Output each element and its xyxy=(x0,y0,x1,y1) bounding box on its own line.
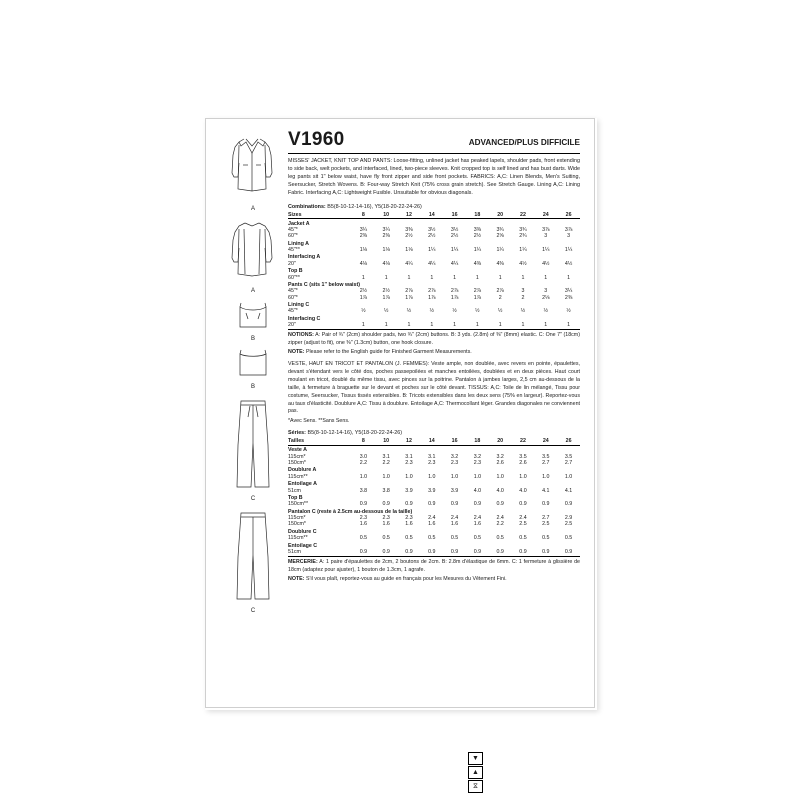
cell: 2.9 xyxy=(564,515,573,521)
cell: 2½ xyxy=(428,233,436,240)
group-name: Entoilage C xyxy=(288,542,318,549)
cell: 3⅜ xyxy=(405,226,413,233)
row-label: 150cm* xyxy=(288,521,306,528)
cell: 1⅞ xyxy=(405,294,413,301)
table-header-row xyxy=(288,438,580,445)
figure-label: C xyxy=(250,608,256,614)
cell: 2⅜ xyxy=(359,233,368,240)
cell: 3 xyxy=(567,233,571,240)
row-label: 150cm** xyxy=(288,501,309,508)
figure-label: B xyxy=(250,384,255,390)
cell: 2.4 xyxy=(428,515,436,521)
mercerie-block xyxy=(288,559,580,574)
combinations-value: B5(8-10-12-14-16), Y5(18-20-22-24-26) xyxy=(327,203,422,210)
cell: 0.9 xyxy=(352,549,375,557)
series-line xyxy=(288,430,580,436)
header-row xyxy=(288,129,580,151)
cell: 2⅞ xyxy=(405,288,413,295)
cell: 0.5 xyxy=(542,535,550,542)
cell: 3⅞ xyxy=(542,226,550,233)
cell: ½ xyxy=(383,308,389,315)
cell: 2⅞ xyxy=(428,288,436,295)
cell: 0.9 xyxy=(512,549,535,557)
figure-knit-top-front xyxy=(224,299,282,342)
size-col: 10 xyxy=(375,438,398,445)
cell: 1.0 xyxy=(359,473,368,480)
cell: 2⅞ xyxy=(496,288,504,295)
symbol-without-nap-icon: ▲ xyxy=(468,766,483,779)
cell: 3¼ xyxy=(359,226,368,233)
cell: 1.0 xyxy=(382,473,390,480)
cell: 1⅞ xyxy=(359,294,368,301)
group-name: Doublure A xyxy=(288,467,317,474)
cell: 1 xyxy=(534,322,557,330)
cell: 2½ xyxy=(382,288,390,295)
cell: ½ xyxy=(429,308,434,315)
cell: 0.9 xyxy=(398,549,421,557)
cell: 3.5 xyxy=(519,453,527,460)
cell: 0.5 xyxy=(428,535,436,542)
size-col: 24 xyxy=(534,212,557,219)
cell: 2.5 xyxy=(542,521,550,528)
cell: 2⅛ xyxy=(542,294,550,301)
cell: 1 xyxy=(567,274,571,281)
pattern-envelope-back xyxy=(205,118,595,790)
note-text-fr: S'il vous plaît, reportez-vous au guide en français pour les Mesures du Vêtement Fini. xyxy=(305,576,507,583)
cell: 1 xyxy=(352,322,375,330)
figure-label: A xyxy=(250,206,255,212)
cell: 1⅞ xyxy=(473,294,482,301)
row-label: 45"** xyxy=(288,247,300,254)
notions-block xyxy=(288,332,580,347)
fabric-symbol-key xyxy=(468,752,482,794)
group-name: Jacket A xyxy=(288,220,310,227)
size-col: 14 xyxy=(420,212,443,219)
cell: ½ xyxy=(361,308,366,315)
cell: 1.6 xyxy=(450,521,459,528)
cell: 3.8 xyxy=(359,487,368,494)
figure-jacket-back xyxy=(224,217,282,294)
figure-pants-back xyxy=(224,507,282,614)
cell: 1¼ xyxy=(542,247,550,254)
size-col: 20 xyxy=(489,438,512,445)
cell: 0.5 xyxy=(405,535,413,542)
row-label: 60"** xyxy=(288,274,300,281)
cell: 0.5 xyxy=(496,535,504,542)
cell: 0.9 xyxy=(443,549,466,557)
cell: 0.9 xyxy=(382,501,390,508)
cell: 0.9 xyxy=(405,501,413,508)
yardage-table-french xyxy=(288,438,580,557)
cell: 2.3 xyxy=(382,515,390,521)
cell: 4½ xyxy=(542,260,550,267)
group-name: Top B xyxy=(288,494,303,501)
row-label: 20" xyxy=(288,322,352,330)
cell: 4⅛ xyxy=(382,260,390,267)
cell: 3.5 xyxy=(564,453,573,460)
cell: 1⅞ xyxy=(382,294,390,301)
text-column xyxy=(288,129,580,582)
cell: ½ xyxy=(497,308,503,315)
cell: 1 xyxy=(375,322,398,330)
cell: 4⅛ xyxy=(359,260,368,267)
cell: 2⅝ xyxy=(496,233,504,240)
size-col: 22 xyxy=(512,438,535,445)
cell: 3.0 xyxy=(359,453,368,460)
cell: 2.6 xyxy=(496,460,504,466)
notions-label: NOTIONS: xyxy=(288,332,314,339)
size-col: 14 xyxy=(420,438,443,445)
cell: 1⅛ xyxy=(359,247,368,254)
cell: 4¼ xyxy=(428,260,436,267)
cell: 2½ xyxy=(359,288,368,295)
cell: 4½ xyxy=(519,260,527,267)
figure-jacket-front xyxy=(224,133,282,212)
cell: 2.7 xyxy=(542,515,550,521)
cell: ½ xyxy=(475,308,480,315)
cell: 2.4 xyxy=(519,515,527,521)
cell: 2.4 xyxy=(496,515,504,521)
table-row xyxy=(288,322,580,330)
cell: 3.2 xyxy=(450,453,459,460)
cell: 2⅞ xyxy=(450,288,459,295)
cell: 4¼ xyxy=(450,260,459,267)
cell: 2.5 xyxy=(564,521,573,528)
cell: 4⅜ xyxy=(496,260,504,267)
cell: 2.6 xyxy=(519,460,527,466)
cell: 1 xyxy=(512,322,535,330)
group-name: Pantalon C (reste à 2.5cm au-dessous de la taille) xyxy=(288,508,413,515)
cell: 3.9 xyxy=(428,487,436,494)
cell: 0.9 xyxy=(359,501,368,508)
row-label: 51cm xyxy=(288,549,352,557)
table-row xyxy=(288,549,580,557)
cell: 4⅜ xyxy=(473,260,482,267)
group-name: Entoilage A xyxy=(288,481,317,488)
cell: 2.3 xyxy=(473,460,482,466)
illustration-column xyxy=(224,133,284,673)
row-label: 115cm** xyxy=(288,535,308,542)
figure-knit-top-back xyxy=(224,347,282,390)
cell: 2.3 xyxy=(405,460,413,466)
size-col: 12 xyxy=(398,212,421,219)
cell: 2½ xyxy=(473,233,482,240)
figure-label: C xyxy=(250,496,256,502)
size-col: 12 xyxy=(398,438,421,445)
cell: 1⅛ xyxy=(382,247,390,254)
cell: 2.3 xyxy=(428,460,436,466)
cell: 2.7 xyxy=(564,460,573,466)
series-label: Séries: xyxy=(288,430,306,437)
cell: 3⅜ xyxy=(473,226,482,233)
cell: 1 xyxy=(475,274,479,281)
row-label: 115cm* xyxy=(288,515,306,521)
cell: 0.9 xyxy=(420,549,443,557)
figure-label: A xyxy=(250,288,255,294)
figure-pants-front xyxy=(224,395,282,502)
cell: 1 xyxy=(361,274,365,281)
cell: 3¾ xyxy=(496,226,504,233)
cell: 1¼ xyxy=(450,247,459,254)
cell: 2½ xyxy=(450,233,459,240)
cell: 0.9 xyxy=(428,501,436,508)
cell: 0.9 xyxy=(564,501,573,508)
note-english xyxy=(288,349,580,355)
row-label: 45"* xyxy=(288,308,298,315)
group-name: Lining C xyxy=(288,302,310,309)
cell: 0.5 xyxy=(382,535,390,542)
cell: 0.9 xyxy=(375,549,398,557)
cell: 2¾ xyxy=(519,233,527,240)
cell: 1 xyxy=(489,322,512,330)
cell: 1.6 xyxy=(405,521,413,528)
cell: 1.6 xyxy=(359,521,368,528)
cell: 1.0 xyxy=(428,473,436,480)
cell: 1.0 xyxy=(564,473,573,480)
cell: 2 xyxy=(521,294,525,301)
cell: 1 xyxy=(557,322,580,330)
size-col: 10 xyxy=(375,212,398,219)
size-header: Sizes xyxy=(288,212,352,219)
cell: 0.5 xyxy=(519,535,527,542)
cell: 3.8 xyxy=(382,487,390,494)
note-text: Please refer to the English guide for Finished Garment Measurements. xyxy=(305,349,472,356)
difficulty-label: ADVANCED/PLUS DIFFICILE xyxy=(468,138,580,147)
cell: 0.9 xyxy=(473,501,482,508)
cell: 1 xyxy=(498,274,502,281)
size-col: 18 xyxy=(466,212,489,219)
group-name: Veste A xyxy=(288,447,307,454)
note-label: NOTE: xyxy=(288,349,305,356)
cell: 0.9 xyxy=(534,549,557,557)
cell: 1 xyxy=(521,274,525,281)
divider xyxy=(288,153,580,154)
cell: 0.5 xyxy=(450,535,459,542)
size-header-fr: Tailles xyxy=(288,438,352,445)
table-header-row xyxy=(288,212,580,219)
cell: 3¼ xyxy=(382,226,390,233)
cell: 1 xyxy=(453,274,457,281)
cell: 1 xyxy=(420,322,443,330)
description-english: MISSES' JACKET, KNIT TOP AND PANTS: Loose-fitting, unlined jacket has peaked lapels, shoulder pads, front extending to side back, welt pockets, and interfaced, lined, two-piece sleeves. Knit cropped top is self lined and has bust darts. Wide leg pants sit 1" below waist, have fly front zipper and side front pockets. FABRICS: A,C: Linen Blends, Men's Suiting, Seersucker, Stretch Wovens. B: Four-way Stretch Knit (75% cross grain stretch). See Stretch Gauge. Lining A,C: Lining Fabric. Interfacing A,C: Lightweight Fusible. Unsuitable for obvious diagonals. xyxy=(288,158,580,197)
cell: ½ xyxy=(452,308,457,315)
cell: 1.0 xyxy=(405,473,413,480)
cell: 4.0 xyxy=(519,487,527,494)
cell: 1¼ xyxy=(519,247,527,254)
description-french: VESTE, HAUT EN TRICOT ET PANTALON (J. FEMMES): Veste ample, non doublée, avec revers en pointe, épaulettes, devant s'étendant vers le côté dos, poches passepoilées et manches entoilées, doublées et en deux pièces. Haut court moulant en tricot, doublé du même tissu, avec pinces sur la poitrine. Pantalon à jambes larges, 2,5 cm au-dessous de la taille, à fermeture à braguette sur le devant et poches sur le côté devant. TISSUS: A,C: Toile de lin mélangé, Tissu pour costume, Seersucker, Tissus tissés extensibles. B: Tricots extensibles dans les deux sens (75% en largeur). Reportez-vous au taux d'élasticité. Doublure A,C: Tissu à doublure. Entoilage A,C: Thermocollant léger. Grandes diagonales ne conviennent pas. xyxy=(288,361,580,415)
yardage-table-english xyxy=(288,212,580,331)
cell: 2⅜ xyxy=(564,294,573,301)
cell: 3.9 xyxy=(450,487,459,494)
combinations-label: Combinations: xyxy=(288,203,326,210)
cell: 1.6 xyxy=(473,521,482,528)
symbol-either-direction-icon: ⧖ xyxy=(468,780,483,793)
size-col: 22 xyxy=(512,212,535,219)
cell: 1.0 xyxy=(473,473,482,480)
cell: 2.2 xyxy=(382,460,390,466)
cell: 4.0 xyxy=(496,487,504,494)
size-col: 26 xyxy=(557,212,580,219)
footnotes-french: *Avec Sens. **Sans Sens. xyxy=(288,418,350,425)
cell: 4½ xyxy=(564,260,573,267)
cell: 2.2 xyxy=(496,521,504,528)
cell: 0.5 xyxy=(473,535,482,542)
row-label: 45"* xyxy=(288,288,298,295)
cell: 1 xyxy=(544,274,548,281)
cell: ½ xyxy=(543,308,548,315)
cell: 2.7 xyxy=(542,460,550,466)
cell: 1⅛ xyxy=(405,247,413,254)
combinations-line xyxy=(288,204,580,210)
size-col: 16 xyxy=(443,212,466,219)
group-name: Pants C (sits 1" below waist) xyxy=(288,281,360,288)
cell: 1¼ xyxy=(496,247,504,254)
cell: 0.9 xyxy=(466,549,489,557)
cell: 0.9 xyxy=(450,501,459,508)
cell: 3.2 xyxy=(473,453,482,460)
cell: 3.5 xyxy=(542,453,550,460)
cell: 3½ xyxy=(428,226,436,233)
group-name: Interfacing A xyxy=(288,254,321,261)
row-label: 60"* xyxy=(288,294,298,301)
cell: 0.9 xyxy=(489,549,512,557)
cell: 3 xyxy=(521,288,525,295)
cell: 3.1 xyxy=(428,453,436,460)
cell: 4.1 xyxy=(564,487,573,494)
cell: 2⅜ xyxy=(382,233,390,240)
cell: 2 xyxy=(498,294,502,301)
cell: 0.5 xyxy=(359,535,368,542)
cell: 3.1 xyxy=(405,453,413,460)
row-label: 45"* xyxy=(288,226,298,233)
cell: 1.0 xyxy=(542,473,550,480)
cell: 1.0 xyxy=(450,473,459,480)
figure-label: B xyxy=(250,336,255,342)
cell: 1.6 xyxy=(428,521,436,528)
cell: 4.1 xyxy=(542,487,550,494)
size-col: 20 xyxy=(489,212,512,219)
size-col: 26 xyxy=(557,438,580,445)
mercerie-text: A: 1 paire d'épaulettes de 2cm, 2 boutons de 2cm. B: 2.8m d'élastique de 6mm. C: 1 fermeture à glissière de 18cm (adaptez pour ajuster), 1 bouton de 1.3cm, 1 agrafe. xyxy=(288,558,580,573)
cell: ½ xyxy=(520,308,526,315)
mercerie-label: MERCERIE: xyxy=(288,558,318,565)
cell: 1 xyxy=(398,322,421,330)
cell: 1.0 xyxy=(496,473,504,480)
cell: 1¼ xyxy=(473,247,482,254)
cell: 3¼ xyxy=(564,288,573,295)
group-name: Interfacing C xyxy=(288,315,321,322)
group-name: Top B xyxy=(288,268,303,275)
cell: 2.3 xyxy=(359,515,368,521)
cell: 1 xyxy=(466,322,489,330)
cell: 0.9 xyxy=(542,501,550,508)
cell: 1.6 xyxy=(382,521,390,528)
cell: 2.2 xyxy=(359,460,368,466)
cell: 3.2 xyxy=(496,453,504,460)
row-label: 115cm* xyxy=(288,453,306,460)
cell: 2.3 xyxy=(450,460,459,466)
cell: 1.0 xyxy=(519,473,527,480)
cell: ½ xyxy=(406,308,412,315)
notions-text: A: Pair of ¾" (2cm) shoulder pads, two ¾" (2cm) buttons. B: 3 yds. (2.8m) of ⅜" (8mm) elastic. C: One 7" (18cm) zipper (adjust to fit), one ⅜" (1.3cm) button, one hook closure. xyxy=(288,332,580,346)
symbol-with-nap-icon: ▼ xyxy=(468,752,483,765)
cell: 2.4 xyxy=(450,515,459,521)
size-col: 16 xyxy=(443,438,466,445)
size-col: 24 xyxy=(534,438,557,445)
cell: 1⅞ xyxy=(428,294,436,301)
cell: 1 xyxy=(407,274,411,281)
pattern-number: V1960 xyxy=(288,129,345,150)
cell: 3⅞ xyxy=(564,226,573,233)
cell: 3 xyxy=(544,288,548,295)
cell: 1¼ xyxy=(564,247,573,254)
cell: 3.9 xyxy=(405,487,413,494)
cell: 1⅞ xyxy=(450,294,459,301)
cell: 0.9 xyxy=(496,501,504,508)
row-label: 51cm xyxy=(288,487,301,494)
cell: 4¼ xyxy=(405,260,413,267)
note-label-fr: NOTE: xyxy=(288,576,305,583)
cell: 2.4 xyxy=(473,515,482,521)
cell: ½ xyxy=(566,308,571,315)
cell: 3.1 xyxy=(382,453,390,460)
size-col: 18 xyxy=(466,438,489,445)
cell: 0.9 xyxy=(519,501,527,508)
row-label: 20" xyxy=(288,260,296,267)
group-name: Lining A xyxy=(288,240,309,247)
cell: 1 xyxy=(430,274,434,281)
cell: 2.5 xyxy=(519,521,527,528)
row-label: 60"* xyxy=(288,233,298,240)
cell: 0.5 xyxy=(564,535,573,542)
cell: 1 xyxy=(384,274,388,281)
cell: 3¾ xyxy=(519,226,527,233)
cell: 2½ xyxy=(405,233,413,240)
cell: 0.9 xyxy=(557,549,580,557)
cell: 3 xyxy=(544,233,548,240)
cell: 3½ xyxy=(450,226,459,233)
cell: 1¼ xyxy=(428,247,436,254)
cell: 4.0 xyxy=(473,487,482,494)
series-value: B5(8-10-12-14-16), Y5(18-20-22-24-26) xyxy=(307,430,403,437)
group-name: Doublure C xyxy=(288,528,317,535)
cell: 2.3 xyxy=(405,515,413,521)
size-col: 8 xyxy=(352,212,375,219)
size-col: 8 xyxy=(352,438,375,445)
cell: 2⅞ xyxy=(473,288,482,295)
note-french xyxy=(288,576,580,582)
row-label: 150cm* xyxy=(288,460,306,466)
cell: 1 xyxy=(443,322,466,330)
row-label: 115cm** xyxy=(288,473,308,480)
